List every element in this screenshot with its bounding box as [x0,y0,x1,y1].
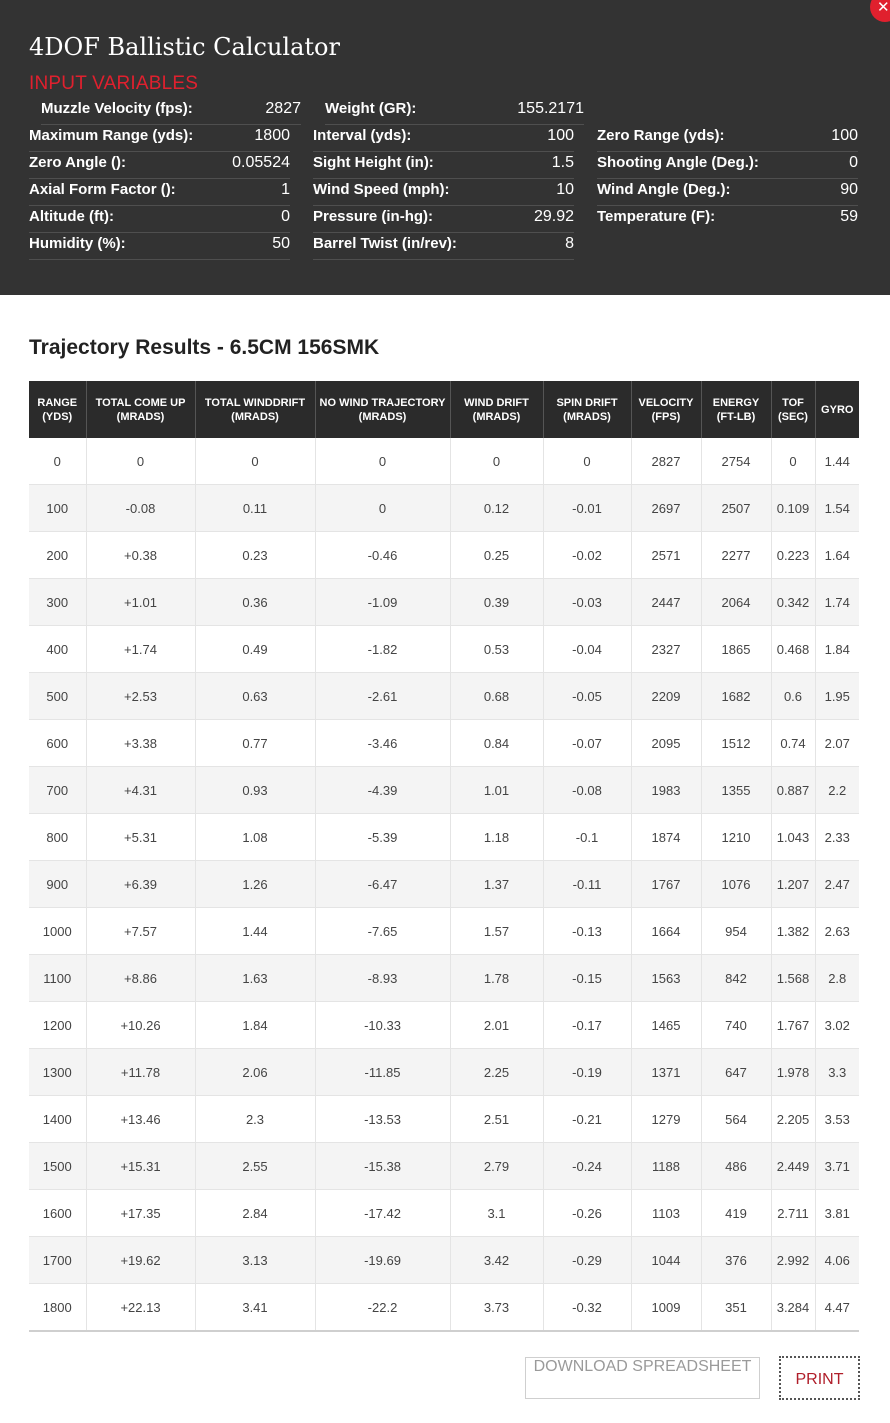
table-cell: 100 [29,485,86,532]
field-zero-angle [29,152,290,179]
table-cell: 0.23 [195,532,315,579]
table-cell: 2827 [631,438,701,485]
table-cell: 2.3 [195,1096,315,1143]
table-cell: 0.109 [771,485,815,532]
table-row [29,579,859,626]
table-cell: 1664 [631,908,701,955]
table-cell: 1044 [631,1237,701,1284]
table-cell: 2.01 [450,1002,543,1049]
table-cell: 564 [701,1096,771,1143]
table-cell: 4.06 [815,1237,859,1284]
table-cell: -0.17 [543,1002,631,1049]
table-cell: +4.31 [86,767,195,814]
table-cell: +5.31 [86,814,195,861]
table-cell: 1.568 [771,955,815,1002]
table-cell: 1682 [701,673,771,720]
table-row [29,1284,859,1332]
field-label: Altitude (ft): [29,208,114,225]
field-value[interactable]: 29.92 [533,208,574,225]
table-row [29,1237,859,1284]
field-value[interactable]: 100 [547,127,574,144]
table-cell: 486 [701,1143,771,1190]
table-cell: -10.33 [315,1002,450,1049]
table-cell: 1.78 [450,955,543,1002]
table-cell: 1279 [631,1096,701,1143]
table-row [29,955,859,1002]
table-cell: 1210 [701,814,771,861]
table-cell: -17.42 [315,1190,450,1237]
table-cell: 1.44 [815,438,859,485]
table-cell: -0.04 [543,626,631,673]
table-cell: -0.05 [543,673,631,720]
table-cell: 0 [195,438,315,485]
table-cell: +22.13 [86,1284,195,1332]
table-cell: 1200 [29,1002,86,1049]
table-row [29,673,859,720]
column-header: TOTAL WINDDRIFT (MRADS) [195,381,315,438]
field-label: Pressure (in-hg): [313,208,434,225]
table-cell: 2697 [631,485,701,532]
table-cell: 700 [29,767,86,814]
table-row [29,908,859,955]
table-cell: -11.85 [315,1049,450,1096]
table-cell: 2095 [631,720,701,767]
table-row [29,1143,859,1190]
field-sight-height [313,152,574,179]
table-cell: 1371 [631,1049,701,1096]
table-cell: 1.63 [195,955,315,1002]
table-cell: +0.38 [86,532,195,579]
table-cell: 2.07 [815,720,859,767]
table-cell: 0.93 [195,767,315,814]
field-muzzle-velocity [41,98,301,125]
field-label: Shooting Angle (Deg.): [597,154,759,171]
field-temperature [597,206,858,232]
field-value[interactable]: 59 [840,208,858,225]
table-cell: 0 [29,438,86,485]
table-header-row [29,381,859,438]
field-altitude [29,206,290,233]
table-row [29,1096,859,1143]
table-cell: 2.2 [815,767,859,814]
field-label: Humidity (%): [29,235,126,252]
table-cell: 0.342 [771,579,815,626]
table-cell: 1.44 [195,908,315,955]
table-cell: 1.84 [195,1002,315,1049]
table-row [29,1190,859,1237]
table-cell: 1.54 [815,485,859,532]
table-cell: 1500 [29,1143,86,1190]
table-cell: 3.73 [450,1284,543,1332]
table-cell: 1800 [29,1284,86,1332]
field-value[interactable]: 8 [565,235,574,252]
table-cell: 1983 [631,767,701,814]
table-cell: 2447 [631,579,701,626]
table-cell: 0.63 [195,673,315,720]
table-cell: -0.21 [543,1096,631,1143]
field-value[interactable]: 155.2171 [517,100,584,117]
field-label: Zero Angle (): [29,154,126,171]
field-value[interactable]: 1800 [254,127,290,144]
table-cell: 0 [450,438,543,485]
table-cell: 3.3 [815,1049,859,1096]
table-cell: 2277 [701,532,771,579]
table-cell: -6.47 [315,861,450,908]
table-cell: 2.33 [815,814,859,861]
table-cell: 1.74 [815,579,859,626]
table-cell: 300 [29,579,86,626]
field-wind-speed [313,179,574,206]
table-cell: -3.46 [315,720,450,767]
column-header: GYRO [815,381,859,438]
table-cell: -13.53 [315,1096,450,1143]
table-cell: -0.26 [543,1190,631,1237]
field-value[interactable]: 1 [281,181,290,198]
table-cell: 0.84 [450,720,543,767]
table-cell: -0.24 [543,1143,631,1190]
field-label: Maximum Range (yds): [29,127,194,144]
table-cell: 500 [29,673,86,720]
table-cell: -2.61 [315,673,450,720]
table-row [29,861,859,908]
table-cell: +13.46 [86,1096,195,1143]
table-cell: -7.65 [315,908,450,955]
table-cell: 2.84 [195,1190,315,1237]
trajectory-table [29,381,859,1332]
table-cell: +6.39 [86,861,195,908]
field-label: Sight Height (in): [313,154,434,171]
table-row [29,532,859,579]
table-cell: 3.71 [815,1143,859,1190]
table-cell: -4.39 [315,767,450,814]
field-label: Wind Speed (mph): [313,181,450,198]
table-cell: 2.992 [771,1237,815,1284]
table-cell: 1700 [29,1237,86,1284]
field-maximum-range [29,125,290,152]
table-cell: 1.84 [815,626,859,673]
table-cell: 1600 [29,1190,86,1237]
table-cell: 3.42 [450,1237,543,1284]
table-cell: +19.62 [86,1237,195,1284]
table-cell: 2327 [631,626,701,673]
table-cell: 0.25 [450,532,543,579]
field-value[interactable]: 2827 [265,100,301,117]
table-cell: 2.25 [450,1049,543,1096]
field-label: Temperature (F): [597,208,716,225]
table-cell: -0.13 [543,908,631,955]
table-cell: 3.41 [195,1284,315,1332]
table-cell: 0.39 [450,579,543,626]
table-cell: 1512 [701,720,771,767]
table-cell: 0.49 [195,626,315,673]
table-cell: 3.02 [815,1002,859,1049]
field-label: Axial Form Factor (): [29,181,176,198]
table-cell: 1.767 [771,1002,815,1049]
field-value[interactable]: 0 [849,154,858,171]
field-interval [313,125,574,152]
field-value[interactable]: 1.5 [551,154,574,171]
table-cell: +1.01 [86,579,195,626]
table-cell: +10.26 [86,1002,195,1049]
table-cell: 647 [701,1049,771,1096]
table-cell: 0.887 [771,767,815,814]
table-row [29,1049,859,1096]
table-row [29,1002,859,1049]
table-cell: 2.711 [771,1190,815,1237]
column-header: TOTAL COME UP (MRADS) [86,381,195,438]
table-cell: 2.449 [771,1143,815,1190]
table-cell: 1874 [631,814,701,861]
field-value[interactable]: 50 [272,235,290,252]
table-cell: 0.223 [771,532,815,579]
column-header: WIND DRIFT (MRADS) [450,381,543,438]
field-pressure [313,206,574,233]
table-cell: 842 [701,955,771,1002]
table-cell: 2754 [701,438,771,485]
table-cell: -0.11 [543,861,631,908]
table-cell: 1.978 [771,1049,815,1096]
table-cell: 2507 [701,485,771,532]
table-cell: -0.03 [543,579,631,626]
column-header: VELOCITY (FPS) [631,381,701,438]
table-cell: 800 [29,814,86,861]
field-axial-form-factor [29,179,290,206]
table-cell: 2.63 [815,908,859,955]
table-cell: -0.19 [543,1049,631,1096]
table-cell: -0.32 [543,1284,631,1332]
field-barrel-twist [313,233,574,260]
table-cell: 0.12 [450,485,543,532]
column-header: RANGE (YDS) [29,381,86,438]
table-cell: 0.36 [195,579,315,626]
table-cell: 1563 [631,955,701,1002]
table-row [29,626,859,673]
table-cell: 0.6 [771,673,815,720]
table-cell: 4.47 [815,1284,859,1332]
field-weight [325,98,584,125]
table-body [29,438,859,1331]
table-cell: 0.11 [195,485,315,532]
table-cell: 1.37 [450,861,543,908]
table-cell: -0.01 [543,485,631,532]
table-cell: 1.08 [195,814,315,861]
table-cell: 0 [86,438,195,485]
table-cell: 1076 [701,861,771,908]
table-cell: 1767 [631,861,701,908]
table-cell: 2.55 [195,1143,315,1190]
table-cell: -0.46 [315,532,450,579]
table-cell: 1465 [631,1002,701,1049]
field-label: Muzzle Velocity (fps): [41,100,193,117]
table-row [29,767,859,814]
field-zero-range [597,125,858,152]
field-value[interactable]: 0.05524 [232,154,290,171]
table-cell: 2.06 [195,1049,315,1096]
table-cell: +8.86 [86,955,195,1002]
table-cell: 1000 [29,908,86,955]
field-value[interactable]: 10 [556,181,574,198]
table-cell: 0 [543,438,631,485]
table-cell: -0.08 [86,485,195,532]
table-cell: 200 [29,532,86,579]
table-cell: 1.64 [815,532,859,579]
field-shooting-angle [597,152,858,179]
table-cell: -0.15 [543,955,631,1002]
print-button[interactable]: PRINT [779,1356,860,1400]
table-cell: 0.468 [771,626,815,673]
table-cell: +15.31 [86,1143,195,1190]
table-cell: 1.382 [771,908,815,955]
table-cell: -15.38 [315,1143,450,1190]
table-cell: 1103 [631,1190,701,1237]
field-label: Wind Angle (Deg.): [597,181,731,198]
table-cell: 600 [29,720,86,767]
field-label: Zero Range (yds): [597,127,725,144]
table-cell: 954 [701,908,771,955]
column-header: SPIN DRIFT (MRADS) [543,381,631,438]
table-cell: +3.38 [86,720,195,767]
field-value[interactable]: 90 [840,181,858,198]
table-cell: 2571 [631,532,701,579]
table-cell: +7.57 [86,908,195,955]
table-cell: 1100 [29,955,86,1002]
table-cell: +2.53 [86,673,195,720]
results-title: Trajectory Results - 6.5CM 156SMK [29,336,380,359]
table-cell: 1009 [631,1284,701,1332]
table-cell: 2.47 [815,861,859,908]
table-cell: +1.74 [86,626,195,673]
table-cell: 3.53 [815,1096,859,1143]
table-cell: 2064 [701,579,771,626]
field-value[interactable]: 100 [831,127,858,144]
table-cell: -0.08 [543,767,631,814]
input-variables-label: INPUT VARIABLES [29,73,199,94]
table-cell: 1.26 [195,861,315,908]
table-cell: 0.53 [450,626,543,673]
table-cell: -22.2 [315,1284,450,1332]
table-cell: 376 [701,1237,771,1284]
table-cell: 1.043 [771,814,815,861]
table-cell: 419 [701,1190,771,1237]
table-cell: 1188 [631,1143,701,1190]
field-label: Barrel Twist (in/rev): [313,235,457,252]
table-cell: -1.82 [315,626,450,673]
app-title: 4DOF Ballistic Calculator [29,33,340,61]
table-cell: 1865 [701,626,771,673]
table-cell: 2.8 [815,955,859,1002]
table-row [29,720,859,767]
column-header: ENERGY (FT-LB) [701,381,771,438]
table-cell: 3.81 [815,1190,859,1237]
table-cell: 0.68 [450,673,543,720]
field-label: Interval (yds): [313,127,412,144]
table-cell: 1.18 [450,814,543,861]
table-cell: -19.69 [315,1237,450,1284]
field-value[interactable]: 0 [281,208,290,225]
table-row [29,438,859,485]
table-cell: 3.284 [771,1284,815,1332]
table-cell: 1355 [701,767,771,814]
table-cell: -8.93 [315,955,450,1002]
table-row [29,814,859,861]
table-cell: 0 [771,438,815,485]
table-cell: 1.01 [450,767,543,814]
input-panel [0,0,890,295]
table-cell: 1.57 [450,908,543,955]
close-icon[interactable]: ✕ [870,0,890,22]
table-cell: -0.02 [543,532,631,579]
table-cell: 1300 [29,1049,86,1096]
table-cell: 1.207 [771,861,815,908]
table-cell: -0.1 [543,814,631,861]
column-header: TOF (SEC) [771,381,815,438]
table-cell: 351 [701,1284,771,1332]
table-cell: 1.95 [815,673,859,720]
table-cell: +17.35 [86,1190,195,1237]
table-row [29,485,859,532]
table-cell: 0 [315,438,450,485]
field-wind-angle [597,179,858,206]
column-header: NO WIND TRAJECTORY (MRADS) [315,381,450,438]
table-cell: 2.205 [771,1096,815,1143]
table-cell: +11.78 [86,1049,195,1096]
table-cell: 2.51 [450,1096,543,1143]
table-cell: -0.29 [543,1237,631,1284]
table-cell: 900 [29,861,86,908]
table-cell: -1.09 [315,579,450,626]
table-cell: 0 [315,485,450,532]
table-cell: 0.74 [771,720,815,767]
table-cell: 3.13 [195,1237,315,1284]
table-cell: -0.07 [543,720,631,767]
table-cell: 1400 [29,1096,86,1143]
table-cell: 2.79 [450,1143,543,1190]
table-cell: -5.39 [315,814,450,861]
table-cell: 0.77 [195,720,315,767]
table-cell: 740 [701,1002,771,1049]
field-label: Weight (GR): [325,100,417,117]
table-cell: 400 [29,626,86,673]
table-cell: 2209 [631,673,701,720]
table-cell: 3.1 [450,1190,543,1237]
field-humidity [29,233,290,260]
download-spreadsheet-button[interactable]: DOWNLOAD SPREADSHEET [525,1357,760,1399]
